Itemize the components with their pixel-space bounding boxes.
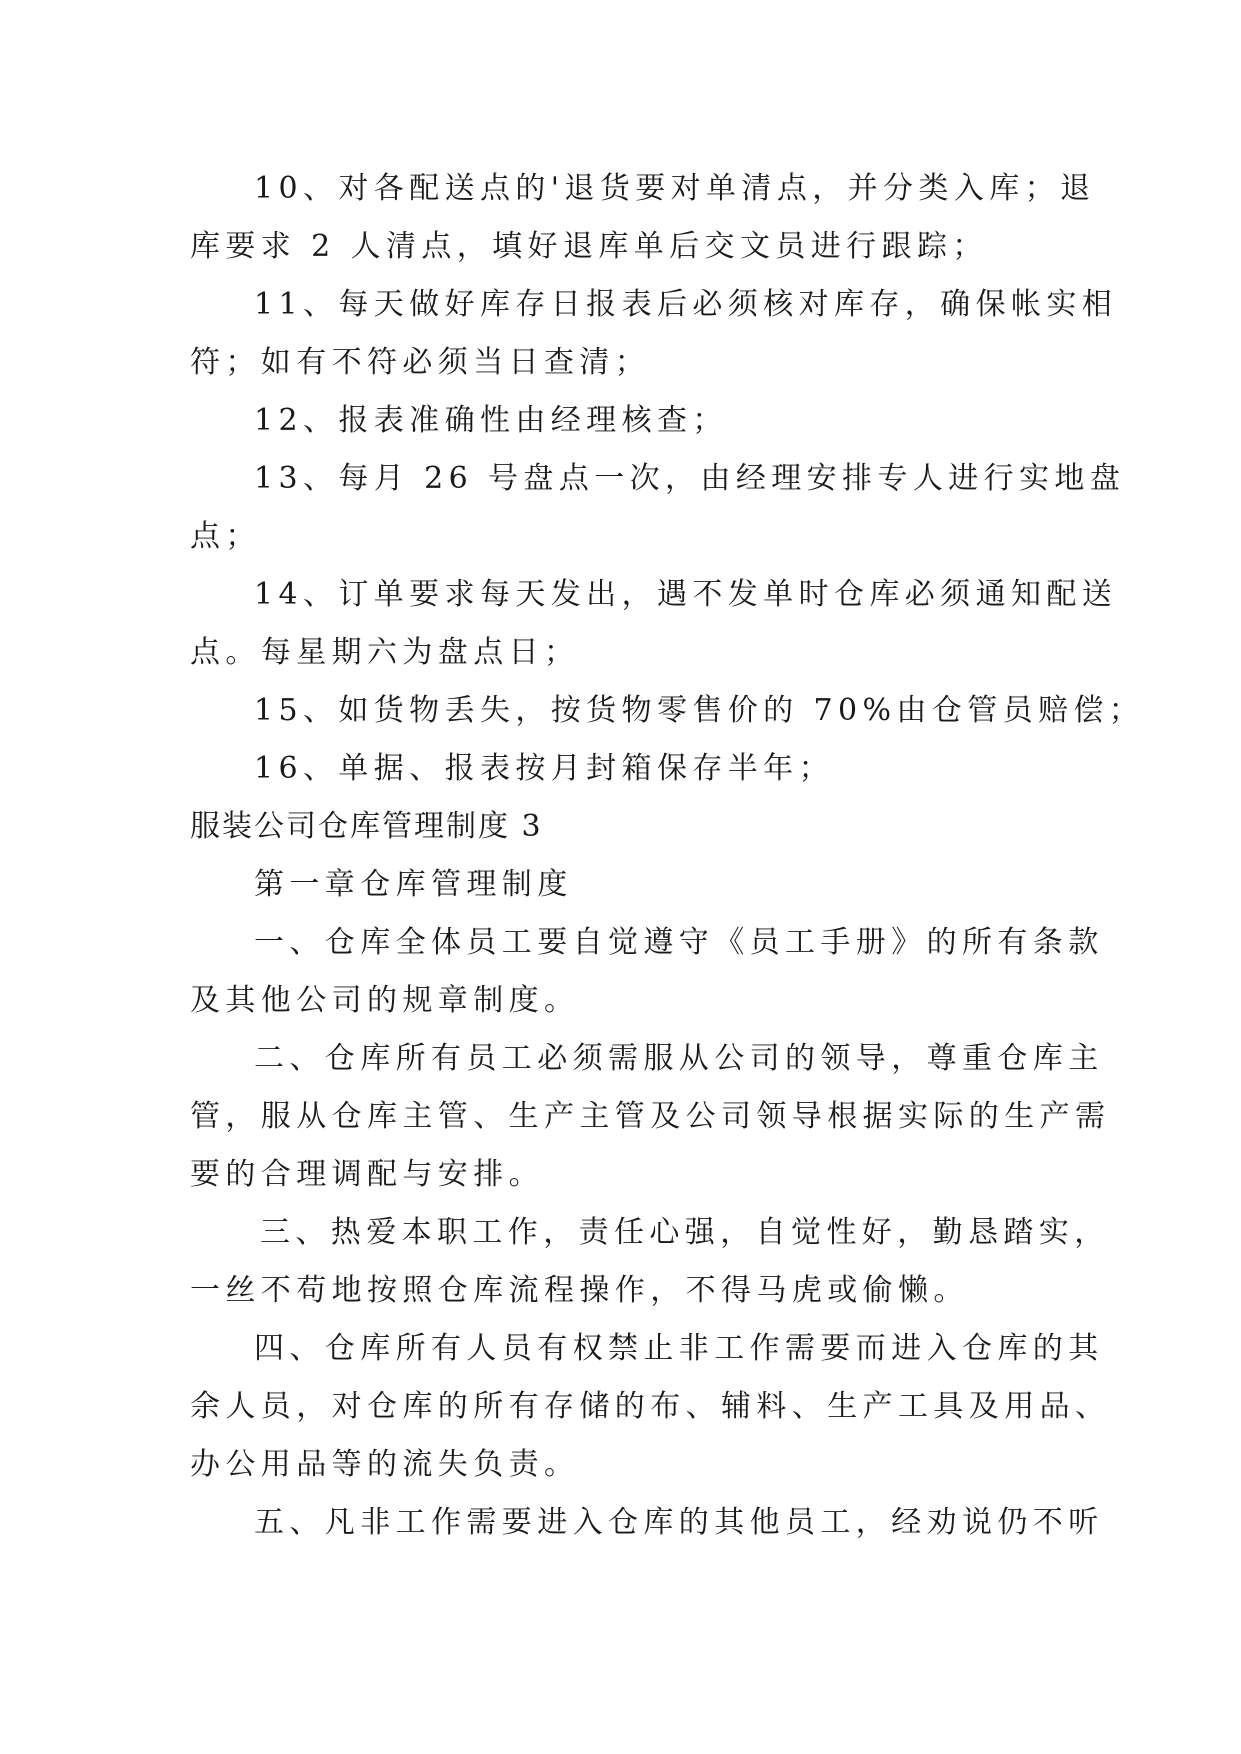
paragraph-line: 符；如有不符必须当日查清； [190, 345, 651, 380]
paragraph-line: 要的合理调配与安排。 [190, 1157, 544, 1192]
paragraph-line: 12、报表准确性由经理核查； [254, 403, 728, 438]
paragraph-line: 点； [190, 519, 261, 554]
paragraph-line: 10、对各配送点的'退货要对单清点，并分类入库；退 [254, 171, 1096, 206]
paragraph-line: 一、仓库全体员工要自觉遵守《员工手册》的所有条款 [254, 925, 1104, 960]
paragraph-line: 13、每月 26 号盘点一次，由经理安排专人进行实地盘 [254, 461, 1126, 496]
paragraph-line: 五、凡非工作需要进入仓库的其他员工，经劝说仍不听 [254, 1505, 1104, 1540]
paragraph-line: 库要求 2 人清点，填好退库单后交文员进行跟踪； [190, 229, 988, 264]
paragraph-line: 余人员，对仓库的所有存储的布、辅料、生产工具及用品、 [190, 1389, 1111, 1424]
paragraph-line: 11、每天做好库存日报表后必须核对库存，确保帐实相 [254, 287, 1118, 322]
document-body [190, 160, 1145, 1552]
chapter-heading: 第一章仓库管理制度 [254, 867, 573, 902]
paragraph-line: 16、单据、报表按月封箱保存半年； [254, 751, 834, 786]
paragraph-line: 及其他公司的规章制度。 [190, 983, 580, 1018]
paragraph-line: 一丝不苟地按照仓库流程操作，不得马虎或偷懒。 [190, 1273, 969, 1308]
paragraph-line: 管，服从仓库主管、生产主管及公司领导根据实际的生产需 [190, 1099, 1111, 1134]
paragraph-line: 四、仓库所有人员有权禁止非工作需要而进入仓库的其 [254, 1331, 1104, 1366]
paragraph-line: 二、仓库所有员工必须需服从公司的领导，尊重仓库主 [254, 1041, 1104, 1076]
paragraph-line: 15、如货物丢失，按货物零售价的 70%由仓管员赔偿； [254, 693, 1145, 728]
paragraph-line: 办公用品等的流失负责。 [190, 1447, 580, 1482]
paragraph-line: 点。每星期六为盘点日； [190, 635, 580, 670]
paragraph-line: 三、热爱本职工作，责任心强，自觉性好，勤恳踏实， [260, 1215, 1110, 1250]
section-title: 服装公司仓库管理制度 3 [190, 809, 543, 844]
paragraph-line: 14、订单要求每天发出，遇不发单时仓库必须通知配送 [254, 577, 1118, 612]
